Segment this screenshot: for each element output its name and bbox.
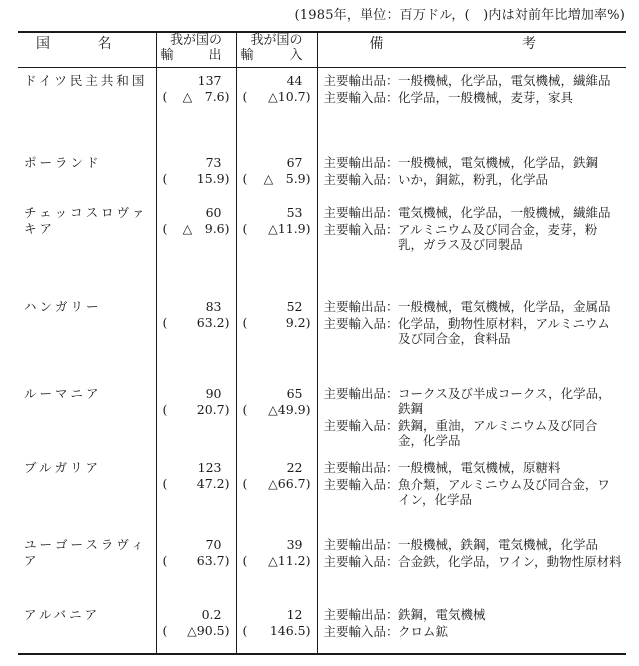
import-cell [237,150,317,187]
colon: ： [386,553,399,569]
import-value: 39 [286,536,303,552]
table-row [18,602,626,654]
import-paren: ( [242,622,248,638]
import-change: △11.9) [268,220,311,236]
import-value: 22 [286,459,303,475]
main-imports-label: 主要輸入品 [323,623,387,639]
export-value: 73 [205,154,222,170]
table-row [18,294,626,381]
table-caption: (1985年，単位：百万ドル，( )内は対前年比増加率%) [294,8,625,23]
country-name: ポーランド [24,154,102,170]
export-value: 123 [197,459,222,475]
main-imports-items: 化学品，動物性原材料，アルミニウム及び同合金，食料品 [398,315,610,346]
export-paren: ( [162,552,168,568]
colon: ： [386,623,399,639]
colon: ： [386,171,399,187]
country-name: ブルガリア [24,459,102,475]
main-exports-line [324,607,623,622]
main-exports-label: 主要輸出品 [323,459,387,475]
colon: ： [386,459,399,475]
colon: ： [386,606,399,622]
remarks-cell [318,381,627,448]
import-paren: ( [242,89,248,104]
main-exports-items: コークス及び半成コークス，化学品，鉄鋼 [398,385,611,416]
import-paren: ( [242,314,248,330]
main-exports-line [324,73,623,88]
table-row [18,150,626,200]
import-change: △49.9) [268,401,311,417]
main-imports-label: 主要輸入品 [323,553,387,569]
main-exports-line [324,205,623,220]
import-cell [237,294,317,331]
colon: ： [386,536,399,552]
import-change: 146.5) [269,622,311,638]
main-exports-line [324,460,623,475]
colon: ： [386,417,399,433]
colon: ： [386,154,399,170]
header-exports [156,32,236,68]
main-imports-line [324,90,623,105]
table-row [18,532,626,602]
main-exports-label: 主要輸出品 [323,298,387,314]
table-row [18,68,626,150]
colon: ： [386,204,399,220]
export-value: 60 [205,204,222,220]
header-imports [236,32,317,68]
export-paren: ( [162,89,168,104]
main-exports-items: 一般機械，電気機械，化学品，鉄鋼 [398,154,599,170]
colon: ： [386,476,399,492]
import-cell [237,68,317,105]
main-imports-line [324,554,623,569]
remarks-cell [318,200,627,252]
table-row [18,455,626,532]
export-cell [157,602,236,639]
table-body [18,68,626,654]
export-change: 63.2) [196,314,230,330]
remarks-cell [318,68,627,105]
import-value: 53 [286,204,303,220]
main-exports-items: 一般機械，電気機械，原糖料 [398,459,561,475]
import-change: △10.7) [268,89,311,104]
import-paren: ( [242,170,248,186]
main-imports-items: 合金鉄，化学品，ワイン，動物性原材料 [398,553,622,569]
main-exports-line [324,155,623,170]
export-value: 137 [197,73,222,88]
table-row [18,200,626,294]
main-exports-items: 一般機械，電気機械，化学品，金属品 [398,298,611,314]
table-header [18,32,626,68]
import-value: 65 [286,385,303,401]
import-change: △ 5.9) [263,170,311,186]
import-change: 9.2) [285,314,311,330]
header-country-b: 名 [97,36,112,52]
main-exports-items: 一般機械，化学品，電気機械，繊維品 [398,73,611,88]
export-value: 0.2 [201,606,222,622]
export-cell [157,532,236,569]
import-cell [237,200,317,237]
export-cell [157,455,236,492]
main-exports-items: 電気機械，化学品，一般機械，繊維品 [398,204,611,220]
export-paren: ( [162,401,168,417]
import-value: 12 [286,606,303,622]
colon: ： [386,298,399,314]
main-imports-items: 化学品，一般機械，麦芽，家具 [398,90,574,105]
main-imports-label: 主要輸入品 [323,315,387,331]
colon: ： [386,90,399,105]
export-paren: ( [162,170,168,186]
export-value: 83 [205,298,222,314]
country-name: ルーマニア [24,385,102,401]
remarks-cell [318,150,627,187]
export-paren: ( [162,314,168,330]
main-exports-line [324,537,623,552]
export-cell [157,294,236,331]
table-row [18,381,626,455]
main-imports-items: 鉄鋼，重油，アルミニウム及び同合金，化学品 [398,417,598,448]
header-exports-line2a: 輸 [160,48,174,63]
main-imports-line [324,222,623,252]
export-change: △ 9.6) [182,220,230,236]
main-imports-line [324,172,623,187]
header-country-a: 国 [36,36,50,52]
main-imports-line [324,316,623,346]
export-paren: ( [162,622,168,638]
country-name: ユーゴースラヴィア [24,536,147,568]
export-value: 70 [205,536,222,552]
main-exports-label: 主要輸出品 [323,385,387,401]
import-change: △66.7) [268,475,311,491]
import-cell [237,602,317,639]
export-cell [157,150,236,187]
export-change: 63.7) [196,552,230,568]
header-exports-line1: 我が国の [169,33,222,48]
import-value: 52 [286,298,303,314]
colon: ： [386,315,399,331]
main-exports-label: 主要輸出品 [323,73,387,88]
main-imports-line [324,418,623,448]
remarks-cell [318,532,627,569]
main-imports-items: いか，銅鉱，粉乳，化学品 [398,171,549,187]
header-imports-line2a: 輸 [240,48,254,63]
remarks-cell [318,602,627,639]
export-value: 90 [205,385,222,401]
main-imports-items: 魚介類，アルミニウム及び同合金，ワイン，化学品 [398,476,610,507]
header-imports-line2b: 入 [289,48,303,63]
main-exports-label: 主要輸出品 [323,536,387,552]
export-cell [157,381,236,418]
export-change: 15.9) [196,170,230,186]
country-name: チェッコスロヴァキア [24,204,148,236]
export-change: 47.2) [196,475,230,491]
import-paren: ( [242,552,248,568]
header-imports-line1: 我が国の [250,33,303,48]
main-exports-line [324,299,623,314]
header-remarks-b: 考 [522,36,536,52]
colon: ： [386,73,399,88]
main-imports-label: 主要輸入品 [323,171,387,187]
export-change: △ 7.6) [182,89,230,104]
import-paren: ( [242,401,248,417]
main-imports-label: 主要輸入品 [323,476,387,492]
import-cell [237,455,317,492]
export-paren: ( [162,475,168,491]
country-name: アルバニア [24,606,101,622]
main-imports-label: 主要輸入品 [323,221,387,237]
main-exports-items: 鉄鋼，電気機械 [398,606,486,622]
import-cell [237,532,317,569]
main-imports-items: クロム鉱 [398,623,449,639]
export-paren: ( [162,220,168,236]
export-change: 20.7) [196,401,230,417]
import-change: △11.2) [268,552,311,568]
import-value: 67 [286,154,303,170]
export-change: △90.5) [187,622,230,638]
import-value: 44 [286,73,303,88]
country-name: ハンガリー [24,298,102,314]
main-exports-label: 主要輸出品 [323,204,387,220]
remarks-cell [318,294,627,346]
main-imports-line [324,477,623,507]
main-exports-label: 主要輸出品 [323,154,387,170]
main-exports-items: 一般機械，鉄鋼，電気機械，化学品 [398,536,599,552]
trade-table [18,31,626,655]
header-remarks-a: 備 [369,36,384,52]
main-imports-line [324,624,623,639]
header-country [18,32,156,68]
remarks-cell [318,455,627,507]
colon: ： [386,221,399,237]
main-imports-label: 主要輸入品 [323,90,387,105]
export-cell [157,68,236,105]
import-cell [237,381,317,418]
main-exports-line [324,386,623,416]
main-imports-label: 主要輸入品 [323,417,387,433]
header-remarks [317,32,626,68]
main-exports-label: 主要輸出品 [323,606,387,622]
import-paren: ( [242,475,248,491]
header-exports-line2b: 出 [208,48,222,63]
country-name: ドイツ民主共和国 [24,73,148,88]
import-paren: ( [242,220,248,236]
export-cell [157,200,236,237]
main-imports-items: アルミニウム及び同合金，麦芽，粉乳，ガラス及び同製品 [398,221,598,252]
colon: ： [386,385,399,401]
